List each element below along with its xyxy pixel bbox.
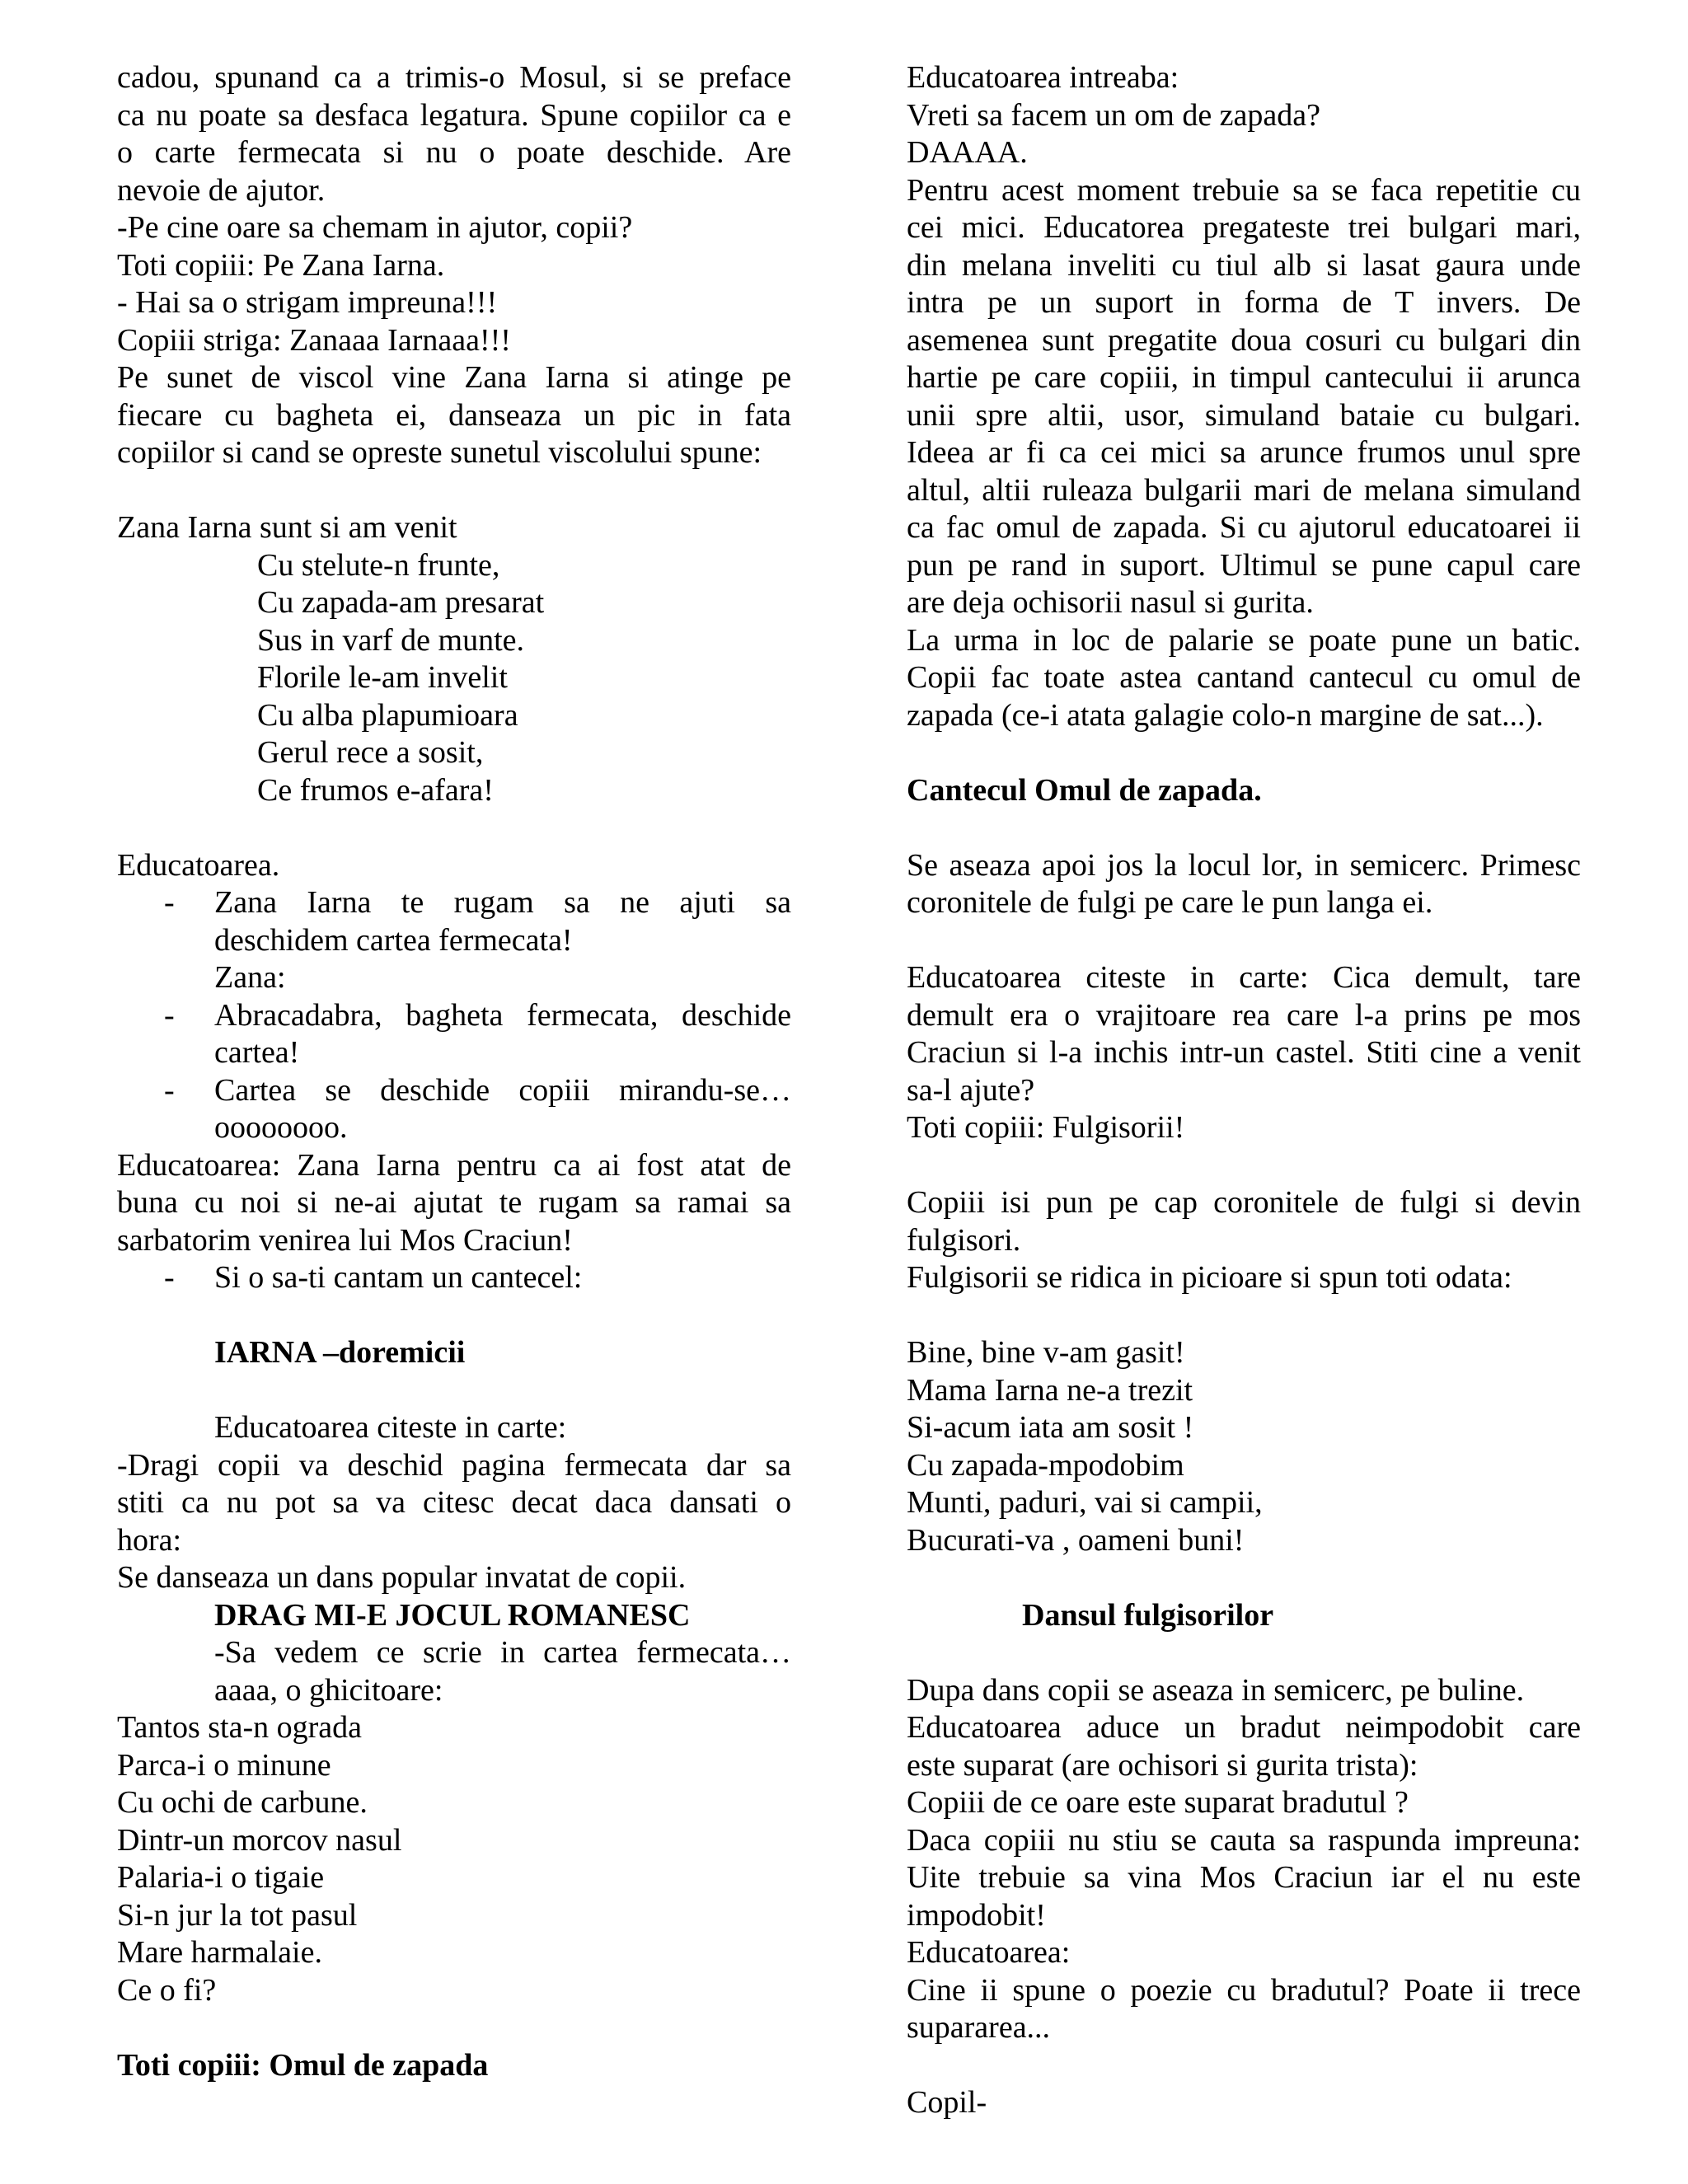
blank-line bbox=[907, 922, 1581, 960]
text-line: sa-l ajute? bbox=[907, 1072, 1035, 1108]
paragraph-line: Educatoarea citeste in carte: Cica demult, tare bbox=[907, 960, 1581, 995]
text-line: Copiii striga: Zanaaa Iarnaaa!!! bbox=[117, 322, 511, 358]
text-line: Toti copiii: Fulgisorii! bbox=[907, 1110, 1185, 1145]
text-line: Copil- bbox=[907, 2085, 987, 2120]
paragraph-line: Daca copiii nu stiu se cauta sa raspunda impreuna: bbox=[907, 1822, 1581, 1858]
paragraph-line: Ideea ar fi ca cei mici sa arunce frumos unul spre bbox=[907, 435, 1581, 470]
text-line: impodobit! bbox=[907, 1897, 1046, 1933]
list-item-text: Zana Iarna te rugam sa ne ajuti sa bbox=[214, 885, 791, 920]
poem-line: Cu zapada-am presarat bbox=[257, 585, 545, 620]
blank-line bbox=[117, 809, 791, 847]
blank-line bbox=[907, 1297, 1581, 1335]
text-line: Munti, paduri, vai si campii, bbox=[907, 1485, 1263, 1520]
text-line: Parca-i o minune bbox=[117, 1747, 331, 1783]
text-line: Mama Iarna ne-a trezit bbox=[907, 1372, 1193, 1408]
paragraph-line: din melana inveliti cu tiul alb si lasat gaura unde bbox=[907, 247, 1581, 283]
blank-line bbox=[907, 1559, 1581, 1597]
blank-line bbox=[117, 472, 791, 510]
poem-line: Cu alba plapumioara bbox=[257, 697, 518, 733]
paragraph-line: ca fac omul de zapada. Si cu ajutorul educatoarei ii bbox=[907, 510, 1581, 545]
poem-line: Cu stelute-n frunte, bbox=[257, 547, 500, 583]
paragraph-line: pun pe rand in suport. Ultimul se pune capul care bbox=[907, 547, 1581, 583]
poem-line: Sus in varf de munte. bbox=[257, 622, 525, 658]
text-line: Si-n jur la tot pasul bbox=[117, 1897, 358, 1933]
text-line: copiilor si cand se opreste sunetul viscolului spune: bbox=[117, 435, 762, 470]
paragraph-line: o carte fermecata si nu o poate deschide. Are bbox=[117, 135, 791, 170]
text-line: Educatoarea. bbox=[117, 847, 280, 883]
bold-heading: Cantecul Omul de zapada. bbox=[907, 772, 1262, 808]
indented-line: Zana: bbox=[214, 960, 286, 995]
blank-line bbox=[117, 2009, 791, 2047]
list-item bbox=[117, 997, 791, 1035]
paragraph-line: cei mici. Educatorea pregateste trei bulgari mari, bbox=[907, 210, 1581, 245]
paragraph-line: demult era o vrajitoare rea care l-a prins pe mos bbox=[907, 997, 1581, 1033]
paragraph-line: Copii fac toate astea cantand cantecul cu omul de bbox=[907, 660, 1581, 695]
indented-line: aaaa, o ghicitoare: bbox=[214, 1672, 443, 1708]
text-line: Copiii de ce oare este suparat bradutul ? bbox=[907, 1785, 1409, 1820]
text-line: Toti copiii: Pe Zana Iarna. bbox=[117, 247, 445, 283]
text-line: nevoie de ajutor. bbox=[117, 172, 326, 208]
blank-line bbox=[117, 1297, 791, 1335]
poem-line: Gerul rece a sosit, bbox=[257, 735, 484, 770]
song-title: DRAG MI-E JOCUL ROMANESC bbox=[214, 1597, 691, 1633]
text-line: Educatoarea: bbox=[907, 1935, 1071, 1970]
indented-line: oooooooo. bbox=[214, 1110, 348, 1145]
text-line: hora: bbox=[117, 1522, 182, 1558]
right-column bbox=[907, 59, 1581, 2122]
bold-heading: Toti copiii: Omul de zapada bbox=[117, 2047, 489, 2083]
paragraph-line: unii spre altii, usor, simuland bataie cu bulgari. bbox=[907, 397, 1581, 433]
paragraph-line: fiecare cu bagheta ei, danseaza un pic in fata bbox=[117, 397, 791, 433]
paragraph-line: stiti ca nu pot sa va citesc decat daca dansati o bbox=[117, 1485, 791, 1520]
blank-line bbox=[907, 1634, 1581, 1672]
indented-line: cartea! bbox=[214, 1035, 300, 1070]
section-title: Dansul fulgisorilor bbox=[1022, 1597, 1274, 1633]
paragraph-line: Educatoarea: Zana Iarna pentru ca ai fost atat de bbox=[117, 1147, 791, 1183]
text-line: zapada (ce-i atata galagie colo-n margine de sat...). bbox=[907, 697, 1544, 733]
blank-line bbox=[907, 1147, 1581, 1185]
paragraph-line: -Dragi copii va deschid pagina fermecata dar sa bbox=[117, 1447, 791, 1483]
text-line: Si-acum iata am sosit ! bbox=[907, 1410, 1194, 1445]
paragraph-line: asemenea sunt pregatite doua cosuri cu bulgari din bbox=[907, 322, 1581, 358]
paragraph-line: intra pe un suport in forma de T invers. De bbox=[907, 285, 1581, 320]
blank-line bbox=[907, 2047, 1581, 2085]
paragraph-line: hartie pe care copiii, in timpul cantecului ii arunca bbox=[907, 360, 1581, 395]
text-line: are deja ochisorii nasul si gurita. bbox=[907, 585, 1314, 620]
paragraph-line: cadou, spunand ca a trimis-o Mosul, si se preface bbox=[117, 60, 791, 95]
song-title: IARNA –doremicii bbox=[214, 1335, 466, 1370]
list-item-text: Abracadabra, bagheta fermecata, deschide bbox=[214, 997, 791, 1033]
text-line: Cu zapada-mpodobim bbox=[907, 1447, 1184, 1483]
text-line: Ce o fi? bbox=[117, 1972, 217, 2008]
paragraph-line: Cine ii spune o poezie cu bradutul? Poate ii trece bbox=[907, 1972, 1581, 2008]
text-line: Educatoarea intreaba: bbox=[907, 60, 1179, 95]
text-line: Fulgisorii se ridica in picioare si spun toti odata: bbox=[907, 1260, 1512, 1295]
blank-line bbox=[117, 1372, 791, 1410]
paragraph-line: La urma in loc de palarie se poate pune un batic. bbox=[907, 622, 1581, 658]
text-line: Cu ochi de carbune. bbox=[117, 1785, 368, 1820]
text-line: Bine, bine v-am gasit! bbox=[907, 1335, 1185, 1370]
text-line: Tantos sta-n ograda bbox=[117, 1710, 363, 1745]
poem-line: Florile le-am invelit bbox=[257, 660, 508, 695]
text-line: - Hai sa o strigam impreuna!!! bbox=[117, 285, 498, 320]
text-line: DAAAA. bbox=[907, 135, 1028, 170]
paragraph-line: buna cu noi si ne-ai ajutat te rugam sa ramai sa bbox=[117, 1185, 791, 1220]
list-dash: - bbox=[164, 885, 175, 920]
text-line: Vreti sa facem un om de zapada? bbox=[907, 97, 1321, 133]
text-line: -Pe cine oare sa chemam in ajutor, copii? bbox=[117, 210, 633, 245]
indented-line: deschidem cartea fermecata! bbox=[214, 922, 573, 958]
indented-line: Educatoarea citeste in carte: bbox=[214, 1410, 567, 1445]
text-line: Se danseaza un dans popular invatat de copii. bbox=[117, 1560, 687, 1595]
poem-line: Ce frumos e-afara! bbox=[257, 772, 494, 808]
paragraph-line: Copiii isi pun pe cap coronitele de fulgi si devin bbox=[907, 1185, 1581, 1220]
text-line: sarbatorim venirea lui Mos Craciun! bbox=[117, 1222, 573, 1258]
text-line: Dintr-un morcov nasul bbox=[117, 1822, 402, 1858]
paragraph-line: Craciun si l-a inchis intr-un castel. Stiti cine a venit bbox=[907, 1035, 1581, 1070]
blank-line bbox=[907, 734, 1581, 772]
paragraph-line: ca nu poate sa desfaca legatura. Spune copiilor ca e bbox=[117, 97, 791, 133]
list-item bbox=[117, 1259, 791, 1297]
list-item bbox=[117, 884, 791, 922]
list-dash: - bbox=[164, 997, 175, 1033]
text-line: fulgisori. bbox=[907, 1222, 1021, 1258]
paragraph-line: Pe sunet de viscol vine Zana Iarna si atinge pe bbox=[117, 360, 791, 395]
paragraph-line: Pentru acest moment trebuie sa se faca repetitie cu bbox=[907, 172, 1581, 208]
list-dash: - bbox=[164, 1072, 175, 1108]
list-dash: - bbox=[164, 1260, 175, 1295]
text-line: Bucurati-va , oameni buni! bbox=[907, 1522, 1245, 1558]
blank-line bbox=[907, 809, 1581, 847]
text-line: Mare harmalaie. bbox=[117, 1935, 322, 1970]
text-line: Dupa dans copii se aseaza in semicerc, pe buline. bbox=[907, 1672, 1525, 1708]
text-line: coronitele de fulgi pe care le pun langa ei. bbox=[907, 885, 1433, 920]
left-column bbox=[117, 59, 791, 2084]
text-line: Palaria-i o tigaie bbox=[117, 1860, 325, 1895]
paragraph-line: Uite trebuie sa vina Mos Craciun iar el nu este bbox=[907, 1860, 1581, 1895]
indented-line: -Sa vedem ce scrie in cartea fermecata… bbox=[214, 1635, 791, 1670]
text-line: Zana Iarna sunt si am venit bbox=[117, 510, 457, 545]
paragraph-line: Educatoarea aduce un bradut neimpodobit care bbox=[907, 1710, 1581, 1745]
list-item bbox=[117, 1072, 791, 1110]
list-item-text: Cartea se deschide copiii mirandu-se… bbox=[214, 1072, 791, 1108]
text-line: supararea... bbox=[907, 2010, 1051, 2045]
paragraph-line: Se aseaza apoi jos la locul lor, in semicerc. Primesc bbox=[907, 847, 1581, 883]
list-item-text: Si o sa-ti cantam un cantecel: bbox=[214, 1260, 583, 1295]
text-line: este suparat (are ochisori si gurita trista): bbox=[907, 1747, 1418, 1783]
paragraph-line: altul, altii ruleaza bulgarii mari de melana simuland bbox=[907, 472, 1581, 508]
